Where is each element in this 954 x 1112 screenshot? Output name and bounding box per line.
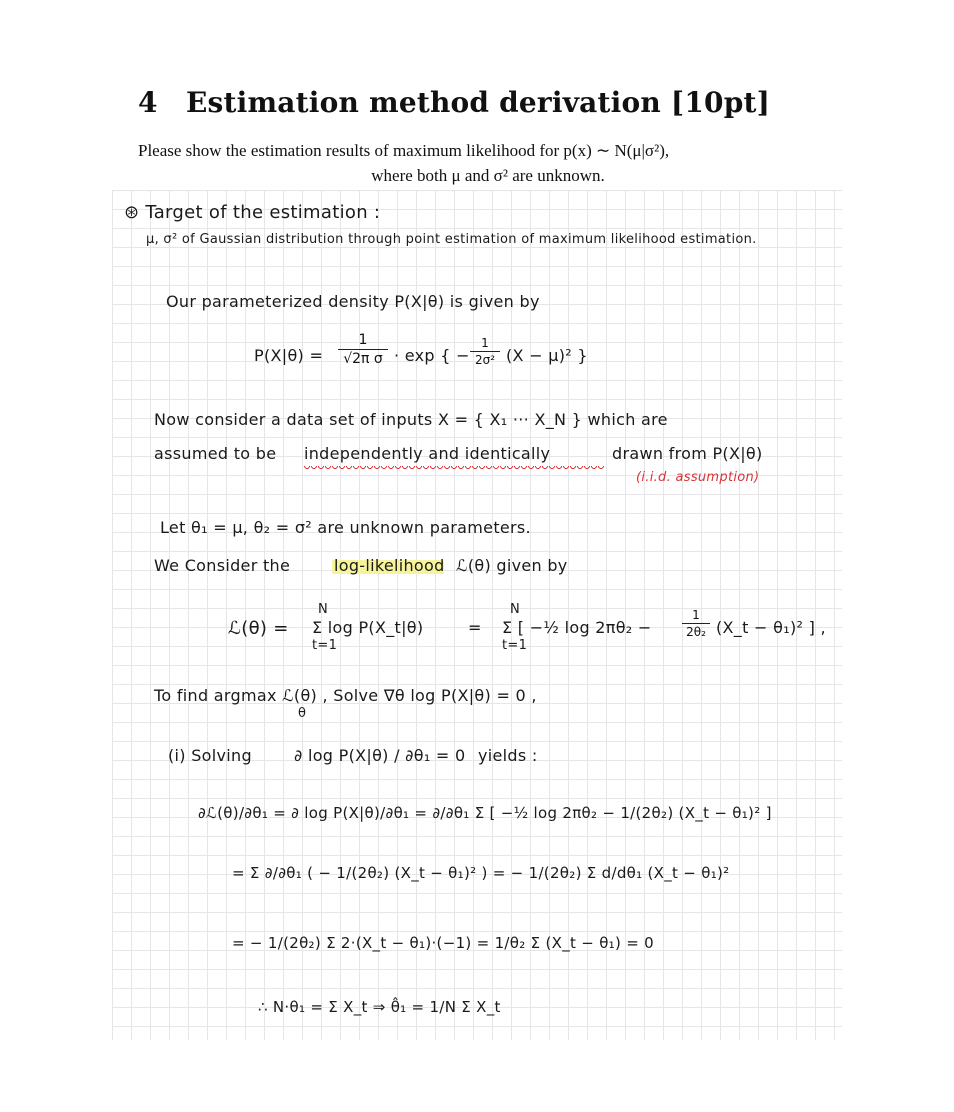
density-lhs: P(X|θ) =: [254, 346, 324, 365]
argmax-statement: To find argmax ℒ(θ) , Solve ∇θ log P(X|θ) = 0 ,: [154, 686, 537, 705]
sum-upper-limit: N: [318, 602, 329, 617]
consider-start: We Consider the: [154, 556, 291, 575]
density-fraction-numerator: 1: [358, 332, 368, 348]
loglik-fraction-numerator: 1: [692, 608, 700, 622]
red-underline: [304, 466, 604, 470]
derivation-result: ∴ N·θ₁ = Σ X_t ⇒ θ̂₁ = 1/N Σ X_t: [258, 998, 501, 1016]
consider-end: ℒ(θ) given by: [456, 556, 568, 575]
section-heading: [138, 86, 770, 119]
loglik-fraction: [682, 608, 710, 639]
dataset-line-2-start: assumed to be: [154, 444, 277, 463]
section-points: [10pt]: [670, 86, 771, 119]
derivation-step-1: ∂ℒ(θ)/∂θ₁ = ∂ log P(X|θ)/∂θ₁ = ∂/∂θ₁ Σ [ −½ log 2πθ₂ − 1/(2θ₂) (X_t − θ₁)² ]: [198, 804, 772, 822]
sum-lower-limit: t=1: [312, 638, 338, 653]
density-exp: · exp { −: [394, 346, 470, 365]
dataset-line-2-end: drawn from P(X|θ): [612, 444, 763, 463]
target-heading: ⊛ Target of the estimation :: [124, 202, 381, 223]
problem-line-2: where both μ and σ² are unknown.: [371, 166, 605, 185]
argmax-subscript: θ: [298, 706, 307, 721]
problem-statement: [138, 138, 838, 188]
loglik-sum-1: Σ log P(X_t|θ): [312, 618, 424, 637]
sum-lower-limit-2: t=1: [502, 638, 528, 653]
yields-label: yields :: [478, 746, 538, 765]
section-number: 4: [138, 86, 158, 119]
consider-highlighted: log-likelihood: [334, 556, 445, 575]
density-fraction: [338, 332, 388, 367]
density-exp-numerator: 1: [481, 336, 489, 350]
density-exp-tail: (X − μ)² }: [506, 346, 588, 365]
solving-label: (i) Solving: [168, 746, 252, 765]
derivation-step-3: = − 1/(2θ₂) Σ 2·(X_t − θ₁)·(−1) = 1/θ₂ Σ (X_t − θ₁) = 0: [232, 934, 654, 952]
fraction-bar: [338, 349, 388, 350]
target-description: μ, σ² of Gaussian distribution through point estimation of maximum likelihood estimation.: [146, 232, 757, 247]
loglik-tail: (X_t − θ₁)² ] ,: [716, 618, 826, 637]
solving-expression: ∂ log P(X|θ) / ∂θ₁ = 0: [294, 746, 466, 765]
section-title: Estimation method derivation: [186, 86, 661, 119]
loglik-lhs: ℒ(θ) =: [228, 618, 289, 639]
let-parameters: Let θ₁ = μ, θ₂ = σ² are unknown parameters.: [160, 518, 531, 537]
iid-annotation: (i.i.d. assumption): [636, 470, 760, 485]
dataset-line-2-iid: independently and identically: [304, 444, 551, 463]
fraction-bar: [682, 623, 710, 624]
loglik-fraction-denominator: 2θ₂: [686, 625, 706, 639]
loglik-sum-2: Σ [ −½ log 2πθ₂ −: [502, 618, 652, 637]
loglik-equals: =: [468, 618, 482, 637]
density-intro: Our parameterized density P(X|θ) is given by: [166, 292, 540, 311]
dataset-line-1: Now consider a data set of inputs X = { X₁ ··· X_N } which are: [154, 410, 668, 429]
problem-line-1: Please show the estimation results of maximum likelihood for p(x) ∼ N(μ|σ²),: [138, 141, 670, 160]
handwritten-notes: [112, 190, 842, 1040]
density-exp-fraction: [470, 336, 500, 367]
density-exp-denominator: 2σ²: [474, 353, 496, 367]
derivation-step-2: = Σ ∂/∂θ₁ ( − 1/(2θ₂) (X_t − θ₁)² ) = − 1/(2θ₂) Σ d/dθ₁ (X_t − θ₁)²: [232, 864, 730, 882]
fraction-bar: [470, 351, 500, 352]
density-fraction-denominator: √2π σ: [343, 351, 383, 367]
sum-upper-limit-2: N: [510, 602, 521, 617]
